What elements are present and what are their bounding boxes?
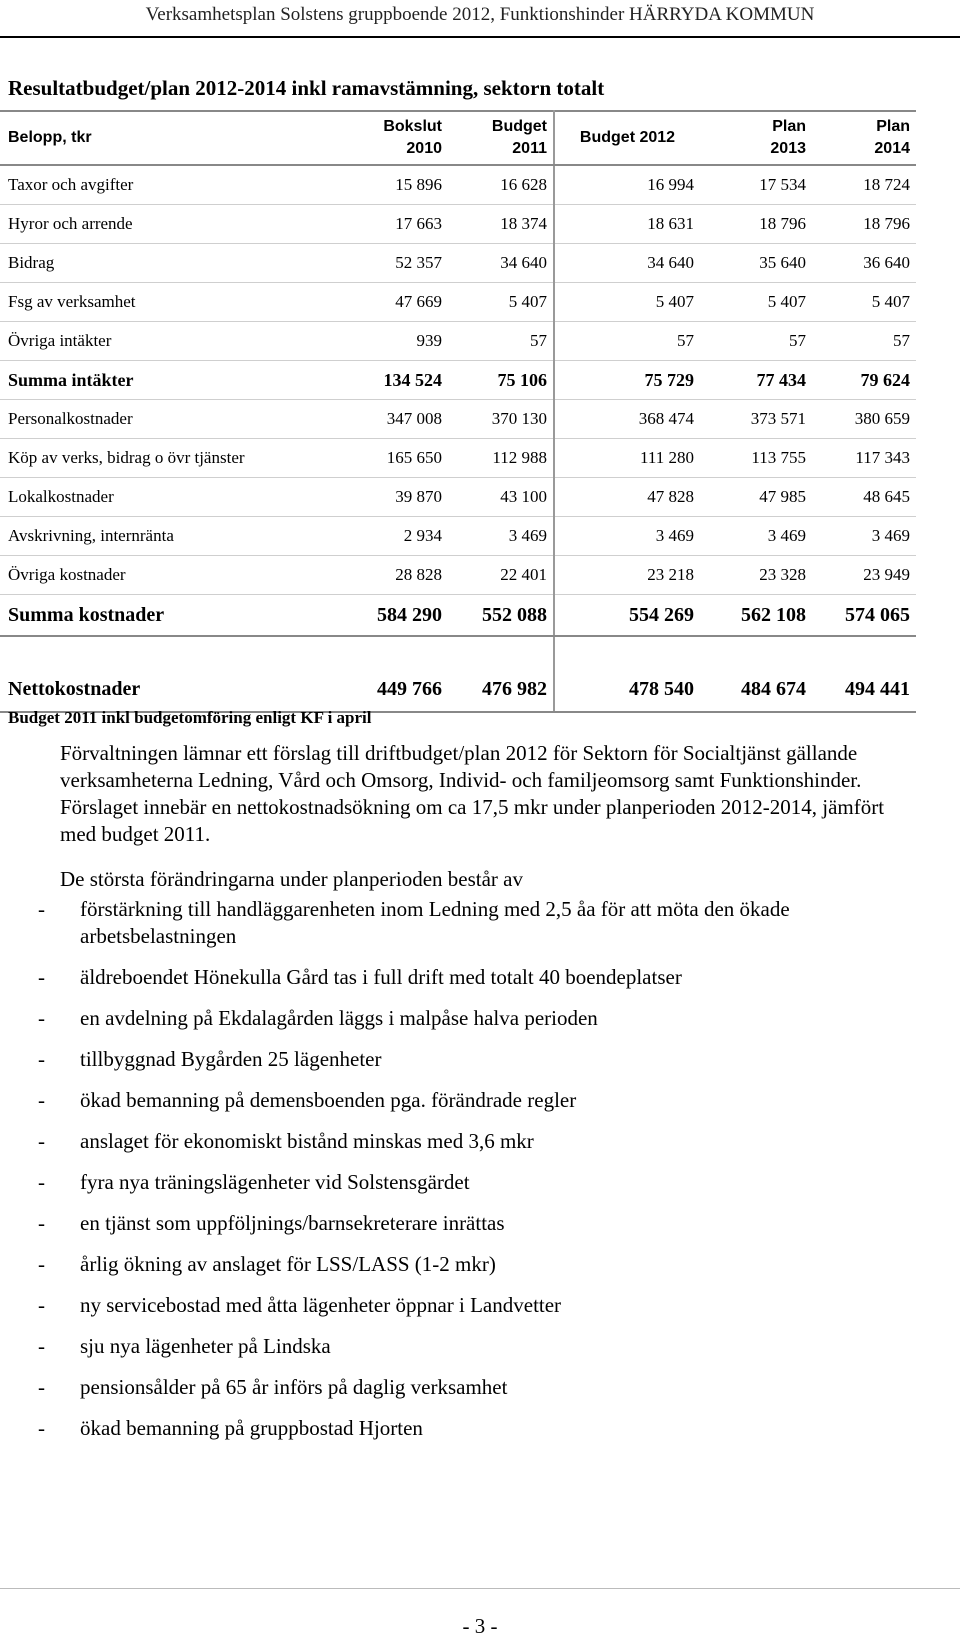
cell-value: 57	[812, 322, 916, 361]
budget-table	[0, 110, 916, 713]
cell-value: 370 130	[448, 400, 554, 439]
cell-value: 47 828	[554, 478, 700, 517]
list-item	[0, 1292, 930, 1319]
cell-value: 3 469	[554, 517, 700, 556]
dash-bullet: -	[38, 897, 45, 921]
dash-bullet: -	[38, 1211, 45, 1235]
list-item-text: förstärkning till handläggarenheten inom Ledning med 2,5 åa för att möta den ökade arbetsbelastningen	[80, 897, 790, 948]
dash-bullet: -	[38, 1252, 45, 1276]
table-title: Resultatbudget/plan 2012-2014 inkl ramavstämning, sektorn totalt	[8, 76, 605, 100]
spacer-cell	[0, 636, 364, 667]
dash-bullet: -	[38, 1129, 45, 1153]
cell-value: 18 374	[448, 205, 554, 244]
cell-value: 48 645	[812, 478, 916, 517]
cell-value: 35 640	[700, 244, 812, 283]
dash-bullet: -	[38, 1047, 45, 1071]
table-footnote: Budget 2011 inkl budgetomföring enligt KF i april	[8, 708, 372, 727]
cell-value: 562 108	[700, 595, 812, 637]
cell-value: 18 631	[554, 205, 700, 244]
header-line: Bokslut	[383, 118, 442, 135]
cell-value: 3 469	[448, 517, 554, 556]
list-item-text: fyra nya träningslägenheter vid Solstensgärdet	[80, 1170, 470, 1194]
cell-value: 574 065	[812, 595, 916, 637]
body-text	[60, 740, 920, 893]
header-line: Plan	[772, 118, 806, 135]
cell-value: 5 407	[812, 283, 916, 322]
dash-bullet: -	[38, 1170, 45, 1194]
cell-value: 165 650	[364, 439, 448, 478]
table-row	[0, 322, 916, 361]
header-divider	[0, 36, 960, 38]
list-item	[0, 1251, 930, 1278]
cell-value: 380 659	[812, 400, 916, 439]
spacer-cell	[364, 636, 448, 667]
cell-value: 57	[554, 322, 700, 361]
spacer-cell	[554, 636, 700, 667]
cell-value: 17 534	[700, 165, 812, 205]
cell-value: 5 407	[700, 283, 812, 322]
table-row-summa-intakter	[0, 361, 916, 400]
cell-value: 484 674	[700, 667, 812, 712]
cell-value: 15 896	[364, 165, 448, 205]
cell-value: 939	[364, 322, 448, 361]
row-label: Personalkostnader	[0, 400, 364, 439]
cell-value: 23 328	[700, 556, 812, 595]
dash-bullet: -	[38, 1293, 45, 1317]
header-line: 2011	[512, 140, 547, 157]
row-label: Bidrag	[0, 244, 364, 283]
row-label: Lokalkostnader	[0, 478, 364, 517]
row-label: Fsg av verksamhet	[0, 283, 364, 322]
cell-value: 5 407	[448, 283, 554, 322]
cell-value: 368 474	[554, 400, 700, 439]
table-row	[0, 478, 916, 517]
cell-value: 79 624	[812, 361, 916, 400]
cell-value: 476 982	[448, 667, 554, 712]
cell-value: 57	[700, 322, 812, 361]
changes-list	[0, 896, 930, 1456]
list-item-text: sju nya lägenheter på Lindska	[80, 1334, 331, 1358]
changes-intro: De största förändringarna under planperioden består av	[60, 867, 523, 891]
spacer-cell	[448, 636, 554, 667]
column-header-bokslut-2010	[364, 111, 448, 165]
cell-value: 23 218	[554, 556, 700, 595]
list-item-text: anslaget för ekonomiskt bistånd minskas med 3,6 mkr	[80, 1129, 534, 1153]
list-item-text: pensionsålder på 65 år införs på daglig verksamhet	[80, 1375, 508, 1399]
column-header-plan-2013	[700, 111, 812, 165]
cell-value: 34 640	[554, 244, 700, 283]
page-header: Verksamhetsplan Solstens gruppboende 2012, Funktionshinder HÄRRYDA KOMMUN	[145, 4, 815, 25]
cell-value: 57	[448, 322, 554, 361]
cell-value: 34 640	[448, 244, 554, 283]
cell-value: 113 755	[700, 439, 812, 478]
list-item	[0, 1374, 930, 1401]
cell-value: 16 994	[554, 165, 700, 205]
cell-value: 584 290	[364, 595, 448, 637]
cell-value: 23 949	[812, 556, 916, 595]
column-header-plan-2014	[812, 111, 916, 165]
column-header-label: Belopp, tkr	[0, 111, 364, 165]
list-item	[0, 1333, 930, 1360]
cell-value: 111 280	[554, 439, 700, 478]
list-item-text: årlig ökning av anslaget för LSS/LASS (1-2 mkr)	[80, 1252, 496, 1276]
list-item-text: tillbyggnad Bygården 25 lägenheter	[80, 1047, 382, 1071]
table-row	[0, 283, 916, 322]
cell-value: 5 407	[554, 283, 700, 322]
row-label: Taxor och avgifter	[0, 165, 364, 205]
list-item	[0, 1169, 930, 1196]
header-line: Plan	[876, 118, 910, 135]
list-item	[0, 1128, 930, 1155]
cell-value: 18 796	[700, 205, 812, 244]
spacer-cell	[700, 636, 812, 667]
row-label: Nettokostnader	[0, 667, 364, 712]
cell-value: 552 088	[448, 595, 554, 637]
table-row	[0, 400, 916, 439]
row-label: Avskrivning, internränta	[0, 517, 364, 556]
list-item-text: äldreboendet Hönekulla Gård tas i full drift med totalt 40 boendeplatser	[80, 965, 682, 989]
dash-bullet: -	[38, 1006, 45, 1030]
cell-value: 28 828	[364, 556, 448, 595]
dash-bullet: -	[38, 1375, 45, 1399]
table-row	[0, 439, 916, 478]
column-header-budget-2012: Budget 2012	[554, 111, 700, 165]
table-spacer-row	[0, 636, 916, 667]
cell-value: 52 357	[364, 244, 448, 283]
table-row	[0, 165, 916, 205]
cell-value: 22 401	[448, 556, 554, 595]
cell-value: 16 628	[448, 165, 554, 205]
list-item	[0, 1005, 930, 1032]
spacer-cell	[812, 636, 916, 667]
cell-value: 117 343	[812, 439, 916, 478]
row-label: Övriga kostnader	[0, 556, 364, 595]
list-item-text: ökad bemanning på demensboenden pga. förändrade regler	[80, 1088, 577, 1112]
cell-value: 347 008	[364, 400, 448, 439]
dash-bullet: -	[38, 1416, 45, 1440]
table-row	[0, 517, 916, 556]
header-line: 2013	[770, 140, 806, 157]
table-row	[0, 205, 916, 244]
row-label: Hyror och arrende	[0, 205, 364, 244]
cell-value: 494 441	[812, 667, 916, 712]
cell-value: 75 729	[554, 361, 700, 400]
list-item-text: en tjänst som uppföljnings/barnsekreterare inrättas	[80, 1211, 505, 1235]
row-label: Övriga intäkter	[0, 322, 364, 361]
page-number: - 3 -	[462, 1614, 498, 1638]
cell-value: 47 669	[364, 283, 448, 322]
cell-value: 77 434	[700, 361, 812, 400]
cell-value: 18 724	[812, 165, 916, 205]
list-item	[0, 1210, 930, 1237]
header-line: 2010	[406, 140, 442, 157]
cell-value: 18 796	[812, 205, 916, 244]
header-line: Budget	[491, 118, 547, 135]
cell-value: 36 640	[812, 244, 916, 283]
row-label: Summa intäkter	[0, 361, 364, 400]
header-line: 2014	[874, 140, 910, 157]
footer-divider	[0, 1588, 960, 1589]
cell-value: 134 524	[364, 361, 448, 400]
cell-value: 39 870	[364, 478, 448, 517]
table-row	[0, 244, 916, 283]
table-row-summa-kostnader	[0, 595, 916, 637]
list-item	[0, 896, 930, 950]
table-row	[0, 556, 916, 595]
dash-bullet: -	[38, 965, 45, 989]
cell-value: 2 934	[364, 517, 448, 556]
cell-value: 449 766	[364, 667, 448, 712]
cell-value: 17 663	[364, 205, 448, 244]
list-item-text: ökad bemanning på gruppbostad Hjorten	[80, 1416, 423, 1440]
list-item	[0, 1415, 930, 1442]
cell-value: 373 571	[700, 400, 812, 439]
cell-value: 3 469	[700, 517, 812, 556]
cell-value: 43 100	[448, 478, 554, 517]
dash-bullet: -	[38, 1334, 45, 1358]
cell-value: 112 988	[448, 439, 554, 478]
list-item-text: en avdelning på Ekdalagården läggs i malpåse halva perioden	[80, 1006, 598, 1030]
cell-value: 3 469	[812, 517, 916, 556]
cell-value: 75 106	[448, 361, 554, 400]
intro-paragraph: Förvaltningen lämnar ett förslag till driftbudget/plan 2012 för Sektorn för Socialtjänst gällande verksamheterna Ledning, Vård och Omsorg, Individ- och familjeomsorg samt Funktionshinder. Förslaget innebär en nettokostnadsökning om ca 17,5 mkr under planperioden 2012-2014, jämfört med budget 2011.	[60, 741, 885, 846]
list-item	[0, 964, 930, 991]
table-row-nettokostnader	[0, 667, 916, 712]
list-item	[0, 1046, 930, 1073]
column-header-budget-2011	[448, 111, 554, 165]
cell-value: 554 269	[554, 595, 700, 637]
dash-bullet: -	[38, 1088, 45, 1112]
row-label: Köp av verks, bidrag o övr tjänster	[0, 439, 364, 478]
list-item	[0, 1087, 930, 1114]
table-header-row	[0, 111, 916, 165]
cell-value: 478 540	[554, 667, 700, 712]
list-item-text: ny servicebostad med åtta lägenheter öppnar i Landvetter	[80, 1293, 562, 1317]
row-label: Summa kostnader	[0, 595, 364, 637]
cell-value: 47 985	[700, 478, 812, 517]
